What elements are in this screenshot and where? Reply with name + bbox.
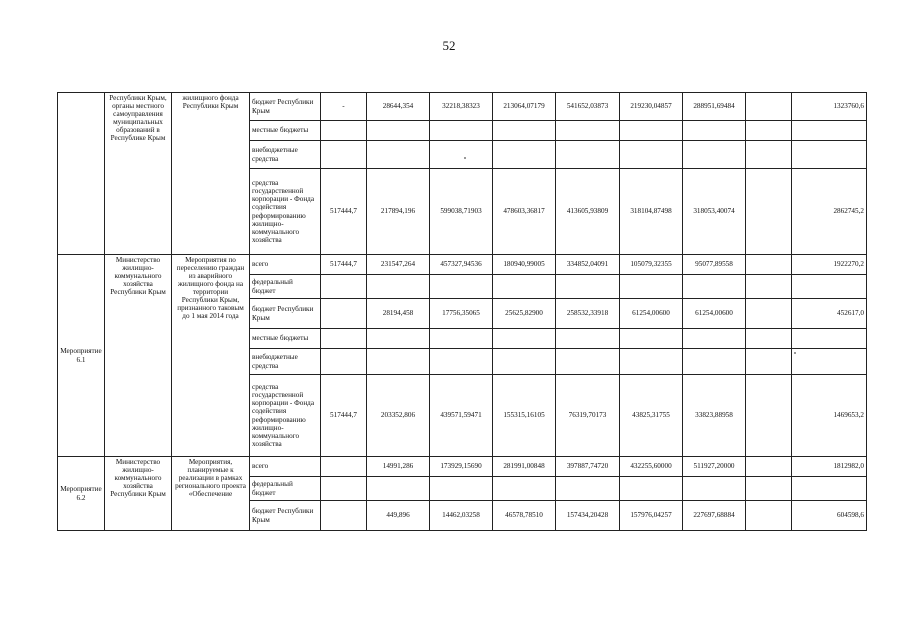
total-cell <box>792 275 867 299</box>
value-cell: 95077,89558 <box>683 255 746 275</box>
value-cell: 511927,20000 <box>683 457 746 477</box>
value-cell: 14462,03258 <box>430 501 493 531</box>
table-body <box>58 93 867 531</box>
value-cell <box>746 457 792 477</box>
value-cell <box>620 141 683 169</box>
total-cell <box>792 349 867 375</box>
value-cell: 258532,33918 <box>556 299 620 329</box>
funding-source-cell: местные бюджеты <box>250 121 321 141</box>
value-cell: 105079,32355 <box>620 255 683 275</box>
value-cell <box>493 141 556 169</box>
value-cell: 17756,35065 <box>430 299 493 329</box>
responsible-executor-cell: Республики Крым, органы местного самоуправления муниципальных образований в Республике Крым <box>105 93 172 255</box>
value-cell <box>430 349 493 375</box>
value-cell <box>321 299 367 329</box>
value-cell: 288951,69484 <box>683 93 746 121</box>
value-cell <box>493 121 556 141</box>
value-cell <box>321 329 367 349</box>
value-cell <box>493 477 556 501</box>
value-cell: 541652,03873 <box>556 93 620 121</box>
value-cell: 439571,59471 <box>430 375 493 457</box>
value-cell <box>746 121 792 141</box>
value-cell: 203352,806 <box>367 375 430 457</box>
funding-source-cell: внебюджетные средства <box>250 349 321 375</box>
value-cell: 33823,88958 <box>683 375 746 457</box>
value-cell <box>430 275 493 299</box>
value-cell: 32218,38323 <box>430 93 493 121</box>
value-cell <box>430 477 493 501</box>
value-cell: 157976,04257 <box>620 501 683 531</box>
value-cell <box>746 299 792 329</box>
value-cell <box>556 349 620 375</box>
value-cell <box>321 349 367 375</box>
funding-source-cell: всего <box>250 255 321 275</box>
value-cell <box>367 477 430 501</box>
funding-source-cell: средства государственной корпорации - Фонда содействия реформированию жилищно-коммунального хозяйства <box>250 375 321 457</box>
value-cell <box>746 349 792 375</box>
value-cell: 517444,7 <box>321 169 367 255</box>
value-cell <box>556 141 620 169</box>
value-cell: 397887,74720 <box>556 457 620 477</box>
value-cell: 28194,458 <box>367 299 430 329</box>
value-cell <box>430 121 493 141</box>
value-cell <box>493 329 556 349</box>
total-cell <box>792 141 867 169</box>
responsible-executor-cell: Министерство жилищно-коммунального хозяйства Республики Крым <box>105 255 172 457</box>
value-cell: 517444,7 <box>321 375 367 457</box>
value-cell: 43825,31755 <box>620 375 683 457</box>
value-cell <box>620 121 683 141</box>
table-row <box>58 457 867 477</box>
funding-source-cell: средства государственной корпорации - Фонда содействия реформированию жилищно-коммунального хозяйства <box>250 169 321 255</box>
value-cell <box>367 329 430 349</box>
value-cell <box>746 169 792 255</box>
value-cell: 213064,07179 <box>493 93 556 121</box>
table-row <box>58 255 867 275</box>
value-cell <box>683 349 746 375</box>
table-row <box>58 93 867 121</box>
total-cell: 2862745,2 <box>792 169 867 255</box>
value-cell: 231547,264 <box>367 255 430 275</box>
value-cell <box>683 275 746 299</box>
total-cell <box>792 329 867 349</box>
value-cell: 281991,00848 <box>493 457 556 477</box>
value-cell: 318104,87498 <box>620 169 683 255</box>
value-cell: 318053,40074 <box>683 169 746 255</box>
responsible-executor-cell: Министерство жилищно-коммунального хозяйства Республики Крым <box>105 457 172 531</box>
value-cell <box>367 275 430 299</box>
value-cell: 413605,93809 <box>556 169 620 255</box>
value-cell <box>683 477 746 501</box>
funding-source-cell: бюджет Республики Крым <box>250 501 321 531</box>
value-cell <box>493 275 556 299</box>
total-cell: 1323760,6 <box>792 93 867 121</box>
value-cell: 457327,94536 <box>430 255 493 275</box>
value-cell <box>321 141 367 169</box>
value-cell: 157434,20428 <box>556 501 620 531</box>
scan-speck <box>794 352 796 354</box>
measure-cell: Мероприятие 6.2 <box>58 457 105 531</box>
funding-source-cell: местные бюджеты <box>250 329 321 349</box>
value-cell: 449,896 <box>367 501 430 531</box>
value-cell: 28644,354 <box>367 93 430 121</box>
value-cell <box>620 275 683 299</box>
value-cell: 180940,99005 <box>493 255 556 275</box>
value-cell: 46578,78510 <box>493 501 556 531</box>
value-cell: 25625,82900 <box>493 299 556 329</box>
value-cell <box>556 477 620 501</box>
value-cell <box>321 275 367 299</box>
value-cell <box>746 375 792 457</box>
value-cell <box>620 477 683 501</box>
value-cell <box>321 457 367 477</box>
total-cell <box>792 477 867 501</box>
funding-source-cell: федеральный бюджет <box>250 275 321 299</box>
value-cell <box>620 349 683 375</box>
value-cell: 432255,60000 <box>620 457 683 477</box>
page-number: 52 <box>442 38 456 53</box>
value-cell <box>746 93 792 121</box>
funding-source-cell: бюджет Республики Крым <box>250 299 321 329</box>
measure-cell: Мероприятие 6.1 <box>58 255 105 457</box>
funding-source-cell: внебюджетные средства <box>250 141 321 169</box>
value-cell <box>321 501 367 531</box>
value-cell: 517444,7 <box>321 255 367 275</box>
value-cell <box>556 275 620 299</box>
value-cell <box>683 329 746 349</box>
value-cell: 599038,71903 <box>430 169 493 255</box>
measure-name-cell: жилищного фонда Республики Крым <box>172 93 250 255</box>
value-cell <box>367 349 430 375</box>
value-cell <box>746 501 792 531</box>
total-cell: 604598,6 <box>792 501 867 531</box>
value-cell <box>367 121 430 141</box>
measure-cell <box>58 93 105 255</box>
value-cell: 76319,70173 <box>556 375 620 457</box>
funding-source-cell: федеральный бюджет <box>250 477 321 501</box>
value-cell <box>367 141 430 169</box>
value-cell <box>430 329 493 349</box>
value-cell: 173929,15690 <box>430 457 493 477</box>
value-cell: 61254,00600 <box>683 299 746 329</box>
total-cell: 452617,0 <box>792 299 867 329</box>
value-cell: 219230,04857 <box>620 93 683 121</box>
value-cell: 14991,286 <box>367 457 430 477</box>
value-cell <box>556 121 620 141</box>
value-cell <box>321 121 367 141</box>
scan-speck <box>464 157 466 159</box>
value-cell: 61254,00600 <box>620 299 683 329</box>
value-cell: 478603,36817 <box>493 169 556 255</box>
value-cell <box>321 477 367 501</box>
value-cell <box>746 255 792 275</box>
funding-table <box>57 92 867 531</box>
measure-name-cell: Мероприятия, планируемые к реализации в рамках регионального проекта «Обеспечение <box>172 457 250 531</box>
total-cell: 1469653,2 <box>792 375 867 457</box>
funding-source-cell: бюджет Республики Крым <box>250 93 321 121</box>
value-cell <box>620 329 683 349</box>
value-cell <box>556 329 620 349</box>
value-cell <box>746 141 792 169</box>
measure-name-cell: Мероприятия по переселению граждан из аварийного жилищного фонда на территории Республики Крым, признанного таковым до 1 мая 2014 года <box>172 255 250 457</box>
value-cell <box>683 141 746 169</box>
value-cell <box>493 349 556 375</box>
value-cell: 334852,04091 <box>556 255 620 275</box>
value-cell: 155315,16105 <box>493 375 556 457</box>
total-cell <box>792 121 867 141</box>
value-cell <box>430 141 493 169</box>
total-cell: 1812982,0 <box>792 457 867 477</box>
funding-source-cell: всего <box>250 457 321 477</box>
value-cell <box>746 275 792 299</box>
value-cell: - <box>321 93 367 121</box>
value-cell: 227697,68884 <box>683 501 746 531</box>
value-cell <box>683 121 746 141</box>
value-cell <box>746 329 792 349</box>
value-cell <box>746 477 792 501</box>
total-cell: 1922270,2 <box>792 255 867 275</box>
value-cell: 217894,196 <box>367 169 430 255</box>
